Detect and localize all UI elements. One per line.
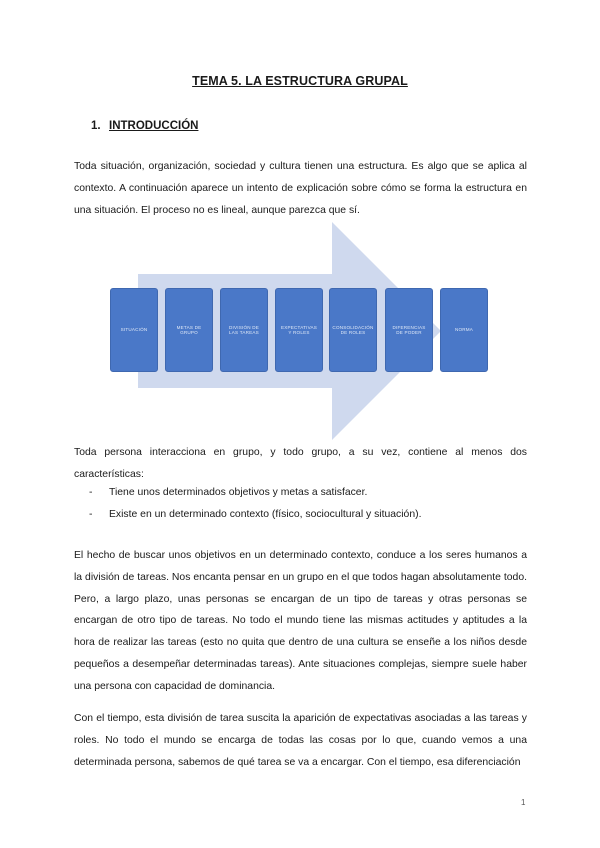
task-division-paragraph: El hecho de buscar unos objetivos en un determinado contexto, conduce a los seres humanos a la división de tareas. Nos encanta pensar en un grupo en el que todos hagan absolutamente todo. Pero, a largo plazo, unas personas se encargan de un tipo de tareas y otras personas se encargan de otro tipo de tareas. No todo el mundo tiene las mismas actitudes y aptitudes a la hora de realizar las tareas (esto no quita que dentro de una cultura se enseñe a los niños desde pequeños a desempeñar determinadas tareas). Ante situaciones complejas, siempre suele haber una persona con capacidad de dominancia. [74,550,527,692]
diagram-box-consolidacion: CONSOLIDACIÓN DE ROLES [329,288,377,372]
section-title: INTRODUCCIÓN [109,120,199,132]
list-item-text: Tiene unos determinados objetivos y metas a satisfacer. [109,487,368,498]
diagram-box-expectativas: EXPECTATIVAS Y ROLES [275,288,323,372]
list-dash: - [89,487,93,498]
list-item [89,504,421,526]
diagram-box-metas: METAS DE GRUPO [165,288,213,372]
process-diagram [105,222,497,440]
diagram-box-norma: NORMA [440,288,488,372]
list-dash: - [89,509,93,520]
diagram-box-division: DIVISIÓN DE LAS TAREAS [220,288,268,372]
intro-paragraph: Toda situación, organización, sociedad y cultura tienen una estructura. Es algo que se aplica al contexto. A continuación aparece un intento de explicación sobre cómo se forma la estructura en una situación. El proceso no es lineal, aunque parezca que sí. [74,161,527,216]
characteristics-paragraph: Toda persona interacciona en grupo, y todo grupo, a su vez, contiene al menos dos características: [74,447,527,480]
list-item [89,482,421,504]
list-item-text: Existe en un determinado contexto (físico, sociocultural y situación). [109,509,422,520]
section-heading [91,120,198,132]
document-title: TEMA 5. LA ESTRUCTURA GRUPAL [192,74,408,88]
section-number: 1. [91,120,101,132]
page-number: 1 [521,798,526,807]
characteristics-list [89,482,421,526]
diagram-box-situacion: SITUACIÓN [110,288,158,372]
diagram-box-poder: DIFERENCIAS DE PODER [385,288,433,372]
expectations-paragraph: Con el tiempo, esta división de tarea suscita la aparición de expectativas asociadas a las tareas y roles. No todo el mundo se encarga de todas las cosas por lo que, cuando vemos a una determinada persona, sabemos de qué tarea se va a encargar. Con el tiempo, esa diferenciación [74,713,527,768]
